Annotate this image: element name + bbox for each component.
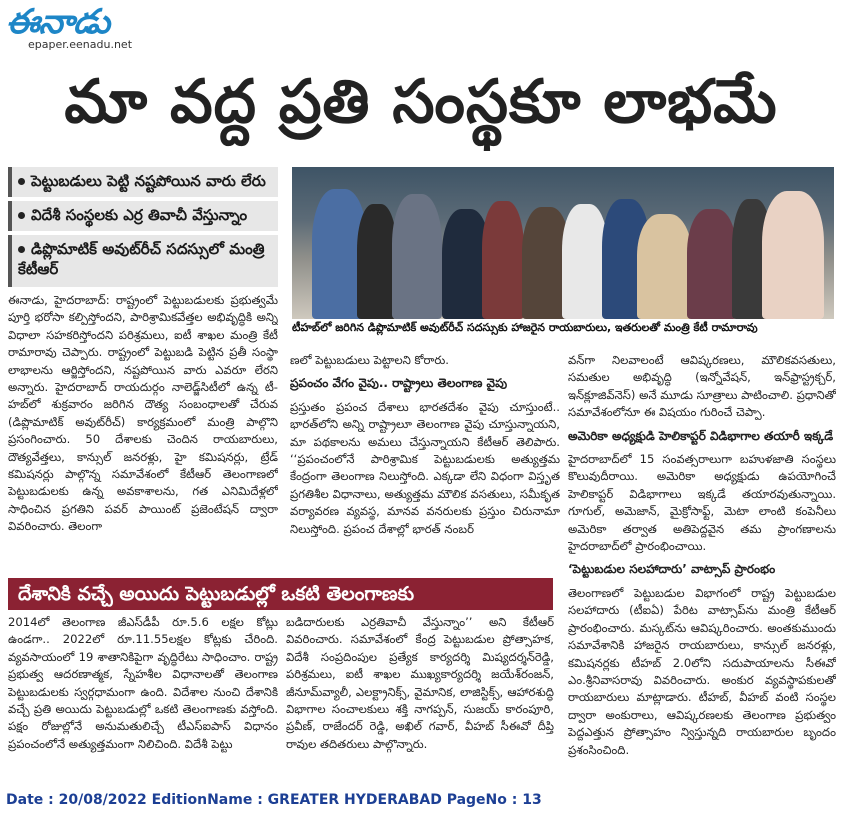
section-banner: దేశానికి వచ్చే అయిదు పెట్టుబడుల్లో ఒకటి తెలంగాణకు [8,578,553,610]
bullet-dot-icon [18,178,25,185]
bullet-1 [8,167,278,197]
bottom-column-2-text: బడిదారులకు ఎర్రతివాచీ వేస్తున్నాం’’ అని కేటీఆర్ వివరించారు. సమావేశంలో కేంద్ర పెట్టుబడుల ప్రోత్సాహక, విదేశీ సంప్రదింపుల ప్రత్యేక కార్యదర్శి మిష్యదర్శన్‌రెడ్డి, పరిశ్రమలు, ఐటీ శాఖల ముఖ్యకార్యదర్శి జయేశ్‌రంజన్, జీనూమ్‌వ్యాలీ, ఎలక్ట్రానిక్స్, వైమానిక, లాజిస్టిక్స్, ఆహారశుద్ధి విభాగాల సంచాలకులు శక్తి నాగప్పన్, సుజయ్ కారంపూరి, ప్రవీణ్, రాజేందర్ రెడ్డి, అఖిల్ గవార్, వీహబ్ సీఈవో దీప్తి రావుల తదితరులు పాల్గొన్నారు. [286,615,554,751]
column-3-subheading-1: అమెరికా అధ్యక్షుడి హెలికాప్టర్ విడిభాగాల తయారీ ఇక్కడే [568,428,834,443]
column-2-text: ప్రస్తుతం ప్రపంచ దేశాలు భారతదేశం వైపు చూస్తుంటే.. భారత్‌లోని అన్ని రాష్ట్రాలూ తెలంగాణ వైపు చూస్తున్నాయని, మా పథకాలను అమలు చేస్తున్నాయని కేటీఆర్ తెలిపారు. ‘‘ప్రపంచంలోనే పారిశ్రామిక పెట్టుబడులకు అత్యుత్తమ కేంద్రంగా తెలంగాణ నిలుస్తోంది. ఎక్కడా లేని విధంగా విస్తృత ప్రగతిశీల విధానాలు, అత్యుత్తమ మౌలిక వసతులు, సమీకృత వర్యావరణ వ్యవస్థ, మానవ వనరులకు ప్రస్తుం చిరునామా నిలుస్తోంది. ప్రపంచ దేశాల్లో భారత్ నంబర్ [290,399,560,536]
page-headline: మా వద్ద ప్రతి సంస్థకూ లాభమే [64,67,778,137]
column-3-text-c: తెలంగాణలో పెట్టుబడుల విభాగంలో రాష్ట్ర పెట్టుబడుల సలహాదారు (టీఐఏ) పేరిట వాట్సాప్‌ను మంత్రి కేటీఆర్ ప్రారంభించారు. మస్కట్‌ను ఆవిష్కరించారు. అంతకుముందు సమావేశానికి హాజరైన రాయబారులు, కాన్సుల్ జనరళ్లు, కమిషనర్లకు టీహబ్ 2.0లోని సదుపాయాలను సీఈవో ఎం.శ్రీనివాసరావు వివరించారు. అంకుర వ్యవస్థాపకులతో రాయబారులు మాట్లాడారు. టీహబ్, వీహబ్ వంటి సంస్థల ద్వారా అంకురాలు, ఆవిష్కరణలకు తెలంగాణ ప్రభుత్వం పెద్దఎత్తున ప్రోత్సాహం న్విస్తున్నది రాయబారుల బృందం ప్రశంసించింది. [568,585,836,757]
column-3-subheading-2: ‘పెట్టుబడుల సలహాదారు’ వాట్సాప్ ప్రారంభం [568,562,776,577]
column-1-text: ఈనాడు, హైదరాబాద్: రాష్ట్రంలో పెట్టుబడులకు ప్రభుత్వమే పూర్తి భరోసా కల్పిస్తోందని, పారిశ్రామికవేత్తల అభివృద్ధికి అన్ని విధాలా సహకరిస్తోందని పరిశ్రమలు, ఐటీ శాఖల మంత్రి కేటీ రామారావు చెప్పారు. రాష్ట్రంలో పెట్టుబడి పెట్టిన ప్రతీ సంస్థా లాభాలను ఆర్జిస్తోందని, నష్టపోయిన వారు ఎవరూ లేరని అన్నారు. హైదరాబాద్ రాయదుర్గం నాలెడ్జ్‌సిటీలో ఉన్న టీ-హబ్‌లో శుక్రవారం జరిగిన దౌత్య సంబంధాలతో చేరువ (డిప్లొమాటిక్ అవుట్‌రీచ్) కార్యక్రమంలో మంత్రి పాల్గొని ప్రసంగించారు. 50 దేశాలకు చెందిన రాయబారులు, దౌత్యవేత్తలు, కాన్సుల్ జనరళ్లు, హై కమిషనర్లు, ట్రేడ్ కమిషనర్లు పాల్గొన్న సమావేశంలో కేటీఆర్ తెలంగాణలో పెట్టుబడులకు ఉన్న అవకాశాలను, గత ఎనిమిదేళ్లలో సాధించిన ప్రగతిని పవర్ పాయింట్ ప్రజెంటేషన్ ద్వారా వివరించారు. తెలంగా [8,293,278,534]
column-3-text-b: హైదరాబాద్‌లో 15 సంవత్సరాలుగా బహుళజాతి సంస్థలు కొలువుదీరాయి. అమెరికా అధ్యక్షుడు ఉపయోగించే హెలికాప్టర్ విడిభాగాలు ఇక్కడే తయారవుతున్నాయి. గూగుల్, అమెజాన్, మైక్రోసాఫ్ట్, మెటా లాంటి కంపెనీలు అమెరికా తర్వాత అతిపెద్దవైన తమ ప్రాంగణాలను హైదరాబాద్‌లో ప్రారంభించాయి. [568,452,836,554]
bullet-text: పెట్టుబడులు పెట్టి నష్టపోయిన వారు లేరు [31,172,266,190]
bullet-2 [8,201,278,231]
bullet-dot-icon [18,212,25,219]
eenadu-logo[interactable]: ఈనాడు [6,2,110,42]
bottom-column-1-text: 2014లో తెలంగాణ జీఎస్‌డీపీ రూ.5.6 లక్షల కోట్లు ఉండగా.. 2022లో రూ.11.55లక్షల కోట్లకు చేరింది. వ్యవసాయంలో 19 శాతానికిపైగా వృద్ధిరేటు సాధించాం. రాష్ట్ర ప్రభుత్వ ఆదరణాత్మక, స్నేహశీల విధానాలతో తెలంగాణ పెట్టుబడులకు స్వర్గధామంగా ఉంది. విదేశాల నుంచి దేశానికి వచ్చే ప్రతి అయిదు పెట్టుబడుల్లో ఒకటి తెలంగాణకు వస్తోంది. పక్షం రోజుల్లోనే అనుమతులిచ్చే టీఎస్ఐపాస్ విధానం ప్రపంచంలోనే అత్యుత్తమంగా నిలిచింది. విదేశీ పెట్టు [8,615,278,751]
bottom-column-1 [8,614,278,784]
column-3 [568,352,836,784]
bottom-column-2 [286,614,554,784]
bullet-3 [8,235,278,287]
column-1 [8,292,278,572]
logo-url: epaper.eenadu.net [28,38,133,51]
bullet-text: డిప్లొమాటిక్ అవుట్‌రీచ్ సదస్సులో మంత్రి కేటీఆర్ [18,240,265,278]
column-2-subheading: ప్రపంచం వేగం వైపు.. రాష్ట్రాలు తెలంగాణ వైపు [290,376,508,391]
column-3-text-a: వన్‌గా నిలవాలంటే ఆవిష్కరణలు, మౌలికవసతులు, సమతుల అభివృద్ధి (ఇన్నోవేషన్, ఇన్‌ఫ్రాస్ట్రక్చర్, ఇన్‌క్లూజివ్‌నెస్) అనే మూడు సూత్రాలు పాటించాలి. ప్రధానితో సమావేశంలోనూ ఈ విషయం గురించే చెప్పా. [568,353,836,420]
bullet-dot-icon [18,246,25,253]
photo-caption: టీహబ్‌లో జరిగిన డిప్లొమాటిక్ అవుట్‌రీచ్ సదస్సుకు హాజరైన రాయబారులు, ఇతరులతో మంత్రి కేటీ రామారావు [292,321,758,334]
column-2-top: ణలో పెట్టుబడులు పెట్టాలని కోరారు. [290,353,449,367]
column-2 [290,352,560,574]
bullet-text: విదేశీ సంస్థలకు ఎర్ర తివాచీ వేస్తున్నాం [31,206,248,224]
news-photo [292,167,834,319]
edition-footer: Date : 20/08/2022 EditionName : GREATER HYDERABAD PageNo : 13 [6,792,542,808]
